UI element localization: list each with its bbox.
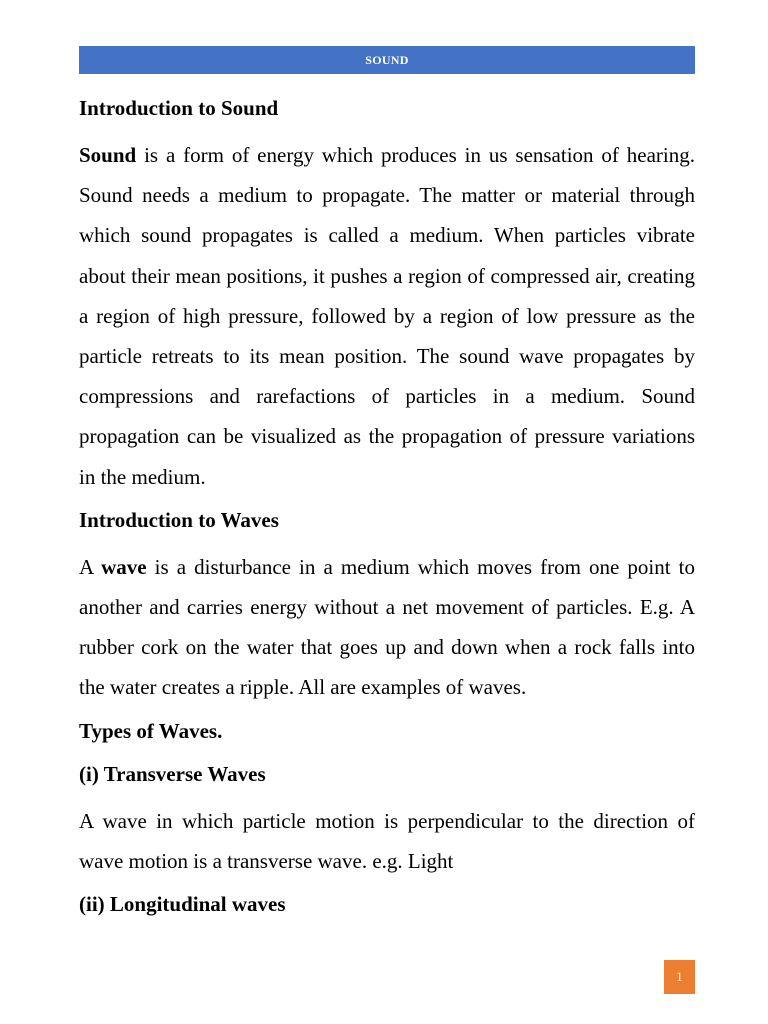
- term-sound: Sound: [79, 143, 137, 167]
- heading-intro-waves: Introduction to Waves: [79, 507, 279, 532]
- header-title: SOUND: [365, 53, 409, 67]
- heading-transverse-waves: (i) Transverse Waves: [79, 761, 266, 786]
- document-body: [79, 92, 695, 931]
- heading-types-of-waves: Types of Waves.: [79, 718, 223, 743]
- paragraph-intro-sound: [79, 135, 695, 497]
- heading-longitudinal-waves: (ii) Longitudinal waves: [79, 892, 286, 917]
- paragraph-intro-waves: [79, 547, 695, 708]
- paragraph-transverse-waves: A wave in which particle motion is perpendicular to the direction of wave motion is a transverse wave. e.g. Light: [79, 808, 695, 873]
- paragraph-intro-waves-text: is a disturbance in a medium which moves from one point to another and carries energy without a net movement of particles. E.g. A rubber cork on the water that goes up and down when a rock falls into the water creates a ripple. All are examples of waves.: [79, 554, 695, 700]
- heading-intro-sound: Introduction to Sound: [79, 96, 279, 120]
- page-number-badge: [664, 960, 695, 994]
- page-number: 1: [676, 969, 683, 984]
- header-banner: [79, 46, 695, 74]
- paragraph-intro-sound-text: is a form of energy which produces in us sensation of hearing. Sound needs a medium to propagate. The matter or material through which sound propagates is called a medium. When particles vibrate about their mean positions, it pushes a region of compressed air, creating a region of high pressure, followed by a region of low pressure as the particle retreats to its mean position. The sound wave propagates by compressions and rarefactions of particles in a medium. Sound propagation can be visualized as the propagation of pressure variations in the medium.: [79, 143, 695, 489]
- paragraph-intro-waves-prefix: A: [79, 554, 102, 579]
- term-wave: wave: [101, 554, 147, 579]
